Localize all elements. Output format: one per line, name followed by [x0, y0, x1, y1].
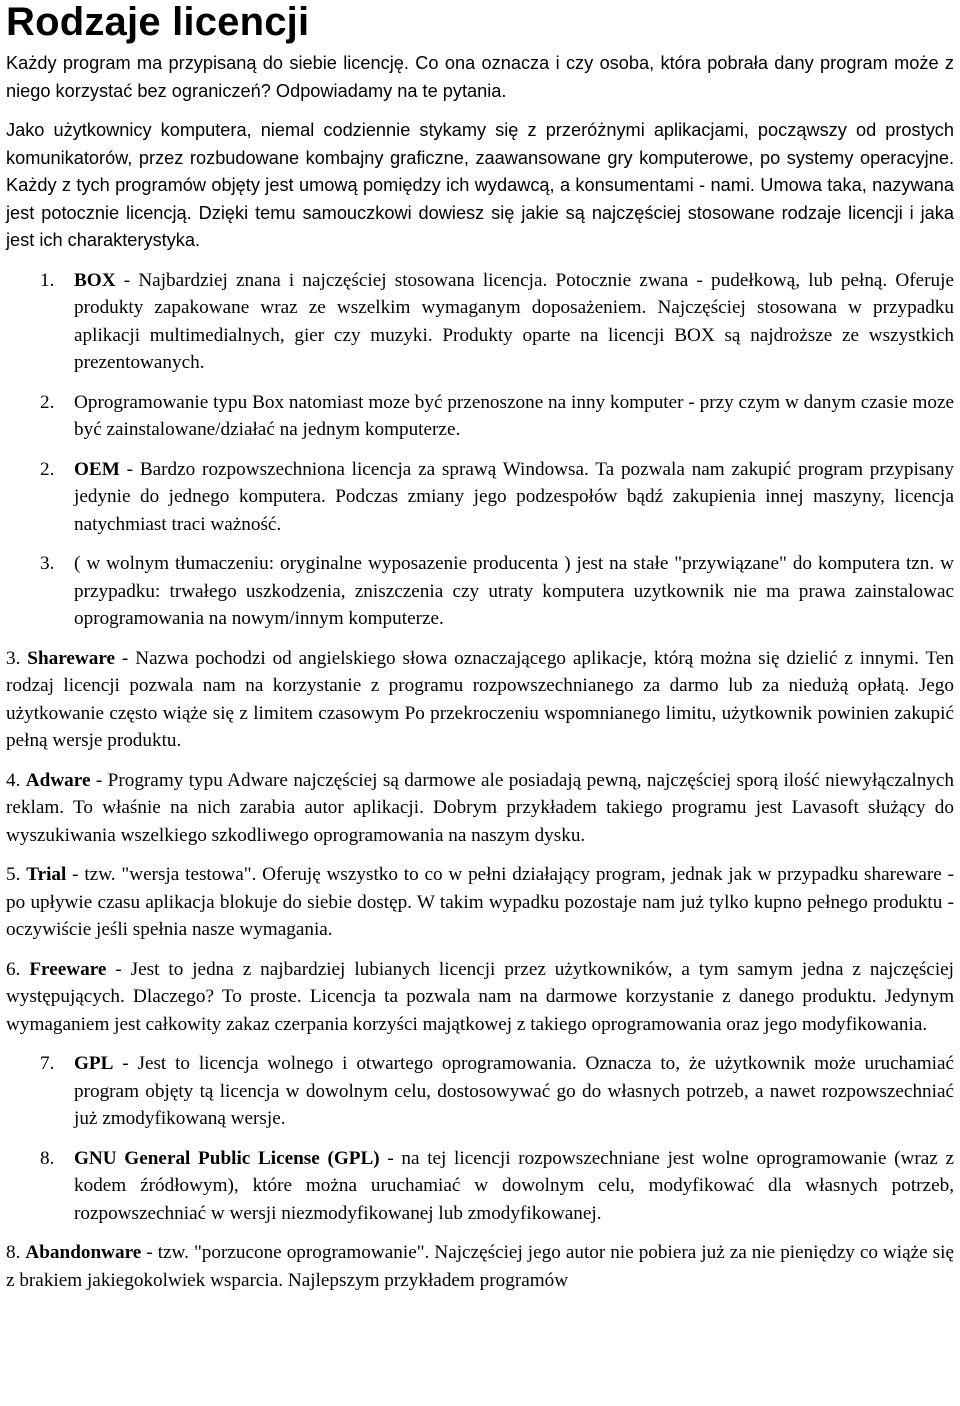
- license-description: - Bardzo rozpowszechniona licencja za sprawą Windowsa. Ta pozwala nam zakupić program przypisany jedynie do jednego komputera. Podczas zmiany jego podzespołów bądź zakupienia innej maszyny, licencja natychmiast traci ważność.: [74, 458, 954, 535]
- license-description: - tzw. "porzucone oprogramowanie". Najczęściej jego autor nie pobiera już za nie pieniędzy co wiąże się z brakiem jakiegokolwiek wsparcia. Najlepszym przykładem programów: [6, 1242, 954, 1291]
- intro-paragraph: Każdy program ma przypisaną do siebie licencję. Co ona oznacza i czy osoba, która pobrała dany program może z niego korzystać bez ograniczeń? Odpowiadamy na te pytania.: [6, 53, 954, 101]
- license-term: GNU General Public License (GPL): [74, 1147, 380, 1169]
- description-paragraph: Jako użytkownicy komputera, niemal codziennie stykamy się z przeróżnymi aplikacjami, począwszy od prostych komunikatorów, przez rozbudowane kombajny graficzne, zaawansowane gry komputerowe, po systemy operacyjne. Każdy z tych programów objęty jest umową pomiędzy ich wydawcą, a konsumentami - nami. Umowa taka, nazywana jest potocznie licencją. Dzięki temu samouczkowi dowiesz się jakie są najczęściej stosowane rodzaje licencji i jaka jest ich charakterystyka.: [6, 120, 954, 250]
- section-number: 3.: [6, 647, 28, 669]
- license-term: Trial: [26, 864, 67, 885]
- page-title: Rodzaje licencji: [6, 0, 310, 44]
- license-term: OEM: [74, 458, 120, 480]
- section-shareware: [6, 645, 954, 755]
- list-item-oem: [6, 456, 954, 539]
- license-term: Shareware: [27, 647, 116, 669]
- section-trial: [6, 861, 954, 944]
- license-description: ( w wolnym tłumaczeniu: oryginalne wyposazenie producenta ) jest na stałe "przywiązane" do komputera tzn. w przypadku: trwałego uszkodzenia, zniszczenia czy utraty komputera uzytkownik nie ma prawa zainstalowac oprogramowania na nowym/innym komputerze.: [74, 553, 954, 629]
- license-term: Adware: [25, 769, 91, 791]
- license-term: BOX: [74, 269, 116, 291]
- list-item-box-transfer: [6, 389, 954, 444]
- list-item-gnu-gpl: [6, 1145, 954, 1228]
- license-term: Abandonware: [25, 1242, 142, 1263]
- license-description: - Najbardziej znana i najczęściej stosowana licencja. Potocznie zwana - pudełkową, lub pełną. Oferuje produkty zapakowane wraz ze wszelkim wymaganym doposażeniem. Najczęściej stosowana w przypadku aplikacji multimedialnych, gier czy muzyki. Produkty oparte na licencji BOX są najdroższe ze wszystkich prezentowanych.: [74, 269, 954, 373]
- section-number: 8.: [6, 1242, 26, 1263]
- section-number: 6.: [6, 958, 30, 980]
- license-description: - Jest to licencja wolnego i otwartego oprogramowania. Oznacza to, że użytkownik może uruchamiać program objęty tą licencja w dowolnym celu, dostosowywać go do własnych potrzeb, a nawet rozpowszechniać już zmodyfikowaną wersje.: [74, 1053, 954, 1129]
- license-description: Oprogramowanie typu Box natomiast moze być przenoszone na inny komputer - przy czym w danym czasie moze być zainstalowane/działać na jednym komputerze.: [74, 391, 954, 440]
- list-number: 3.: [40, 553, 55, 574]
- list-number: 1.: [40, 269, 55, 291]
- section-abandonware: [6, 1239, 954, 1294]
- license-description: - Programy typu Adware najczęściej są darmowe ale posiadają pewną, najczęściej sporą ilość niewyłączalnych reklam. To właśnie na nich zarabia autor aplikacji. Dobrym przykładem takiego programu jest Lavasoft służący do wyszukiwania wszelkiego szkodliwego oprogramowania na naszym dysku.: [6, 769, 955, 846]
- license-description: - Nazwa pochodzi od angielskiego słowa oznaczającego aplikacje, którą można się dzielić z innymi. Ten rodzaj licencji pozwala nam na korzystanie z programu rozpowszechnianego za darmo lub za niedużą opłatą. Jego użytkowanie często wiąże się z limitem czasowym Po przekroczeniu wspomnianego limitu, użytkownik powinien zakupić pełną wersje produktu.: [6, 647, 954, 751]
- list-number: 2.: [40, 458, 55, 480]
- license-description: - tzw. "wersja testowa". Oferuję wszystko to co w pełni działający program, jednak jak w przypadku shareware -po upływie czasu aplikacja blokuje do siebie dostęp. W takim wypadku pozostaje nam już tylko kupno pełnego produktu - oczywiście jeśli spełnia nasze wymagania.: [6, 864, 955, 940]
- list-number: 2.: [40, 391, 55, 413]
- list-item-box: [6, 267, 954, 377]
- license-term: Freeware: [29, 958, 107, 980]
- license-description: - na tej licencji rozpowszechniane jest wolne oprogramowanie (wraz z kodem źródłowym), które można uruchamiać w dowolnym celu, modyfikować dla własnych potrzeb, rozpowszechniać w wersji niezmodyfikowanej lub zmodyfikowanej.: [74, 1147, 954, 1224]
- section-number: 5.: [6, 864, 27, 885]
- list-number: 8.: [40, 1147, 55, 1169]
- section-freeware: [6, 956, 954, 1039]
- license-term: GPL: [74, 1053, 114, 1074]
- list-number: 7.: [40, 1053, 55, 1074]
- list-item-gpl: [6, 1050, 954, 1133]
- section-number: 4.: [6, 769, 26, 791]
- license-description: - Jest to jedna z najbardziej lubianych licencji przez użytkowników, a tym samym jedna z najczęściej występujących. Dlaczego? To proste. Licencja ta pozwala nam na darmowe korzystanie z danego produktu. Jedynym wymaganiem jest całkowity zakaz czerpania korzyści majątkowej z takiego oprogramowania oraz jego modyfikowania.: [6, 958, 954, 1035]
- section-adware: [6, 767, 954, 850]
- list-item-oem-detail: [6, 550, 954, 633]
